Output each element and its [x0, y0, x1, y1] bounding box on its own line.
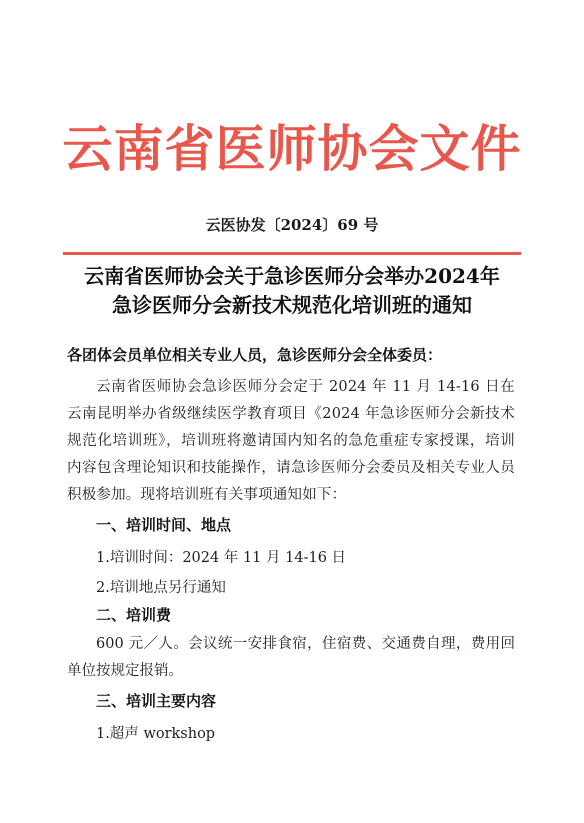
- intro-paragraph: 云南省医师协会急诊医师分会定于 2024 年 11 月 14-16 日在云南昆明举办省级继续医学教育项目《2024 年急诊医师分会新技术规范化培训班》，培训班将邀请国内知名的急危重症专家授课，培训内容包含理论知识和技能操作，请急诊医师分会委员及相关专业人员积极参加。现将培训班有关事项通知如下：: [67, 379, 515, 503]
- document-number: 云医协发〔2024〕69 号: [205, 216, 379, 234]
- red-divider-line: [63, 252, 521, 255]
- section-heading-fee: 二、培训费: [96, 606, 172, 624]
- item-ultrasound-workshop: 1.超声 workshop: [96, 726, 216, 742]
- section-heading-content: 三、培训主要内容: [96, 692, 217, 710]
- item-training-time: 1.培训时间：2024 年 11 月 14-16 日: [96, 550, 347, 566]
- section-heading-time-place: 一、培训时间、地点: [96, 516, 232, 534]
- fee-paragraph: 600 元／人。会议统一安排食宿，住宿费、交通费自理，费用回单位按规定报销。: [67, 636, 515, 679]
- salutation: 各团体会员单位相关专业人员，急诊医师分会全体委员：: [67, 346, 443, 364]
- notice-title-line-1: 云南省医师协会关于急诊医师分会举办2024年: [84, 264, 500, 288]
- notice-title-line-2: 急诊医师分会新技术规范化培训班的通知: [112, 293, 472, 317]
- masthead-title: 云南省医师协会文件: [62, 119, 522, 178]
- notice-title: [40, 262, 544, 320]
- item-training-location: 2.培训地点另行通知: [96, 580, 226, 596]
